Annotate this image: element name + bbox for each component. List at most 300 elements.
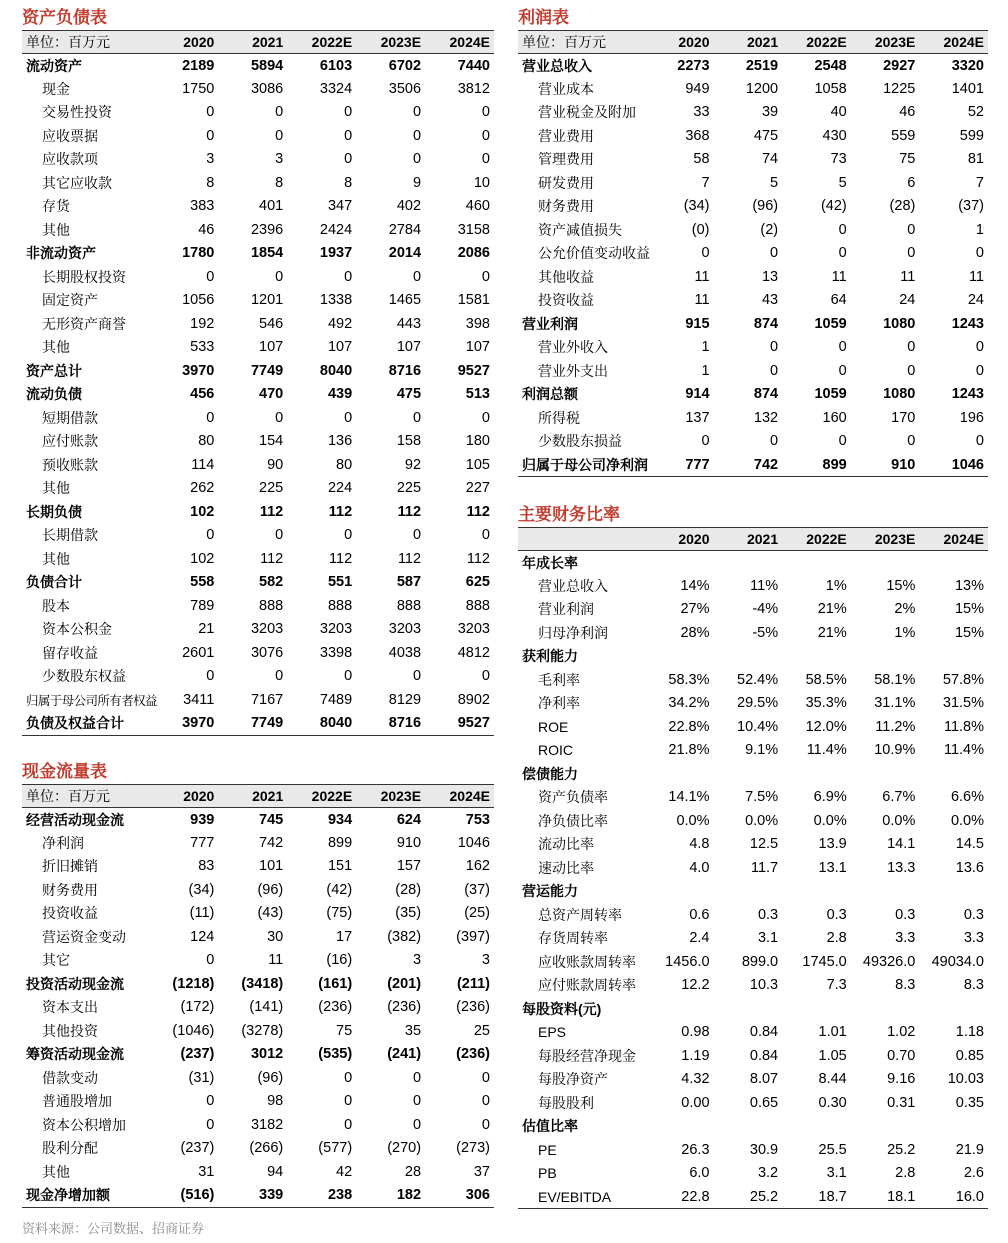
value-cell: 0: [206, 127, 215, 144]
row-label: 每股经营净现金: [538, 1047, 636, 1064]
table-row: [22, 949, 494, 973]
value-cell: 0.31: [887, 1094, 916, 1111]
year-header: 2024E: [943, 531, 984, 547]
table-row: [518, 598, 988, 622]
row-label: 其他: [42, 480, 70, 497]
value-cell: 443: [396, 315, 422, 332]
value-cell: 888: [465, 597, 490, 614]
value-cell: 98: [267, 1093, 284, 1110]
value-cell: 1456.0: [665, 953, 710, 970]
table-row: [518, 551, 988, 575]
row-label: 其它: [42, 952, 70, 969]
value-cell: (16): [326, 952, 353, 969]
value-cell: 0.0%: [882, 812, 916, 829]
value-cell: [782, 551, 851, 575]
value-cell: 46: [198, 221, 215, 238]
table-row: [22, 925, 494, 949]
value-cell: 0.6: [689, 906, 710, 923]
value-cell: 170: [891, 409, 916, 426]
table-row: [518, 927, 988, 951]
value-cell: 470: [259, 386, 284, 403]
value-cell: (236): [387, 999, 422, 1016]
value-cell: 157: [396, 858, 422, 875]
value-cell: 3012: [250, 1046, 284, 1063]
value-cell: 13.6: [955, 859, 984, 876]
value-cell: (161): [318, 975, 353, 992]
value-cell: 13%: [954, 577, 984, 594]
value-cell: (1046): [172, 1022, 215, 1039]
value-cell: 24: [967, 292, 984, 309]
value-cell: 1056: [182, 292, 215, 309]
table-row: [518, 1138, 988, 1162]
header-row: [22, 785, 494, 808]
year-header: 2023E: [380, 788, 422, 804]
value-cell: 0: [481, 127, 490, 144]
value-cell: 0: [344, 151, 353, 168]
row-label: 预收账款: [42, 456, 98, 473]
value-cell: 383: [190, 198, 215, 215]
table-row: [22, 453, 494, 477]
year-header: 2024E: [449, 788, 490, 804]
unit-label: [518, 528, 645, 551]
value-cell: [851, 997, 920, 1021]
row-label: 现金: [42, 80, 70, 97]
row-label: 负债及权益合计: [22, 712, 149, 736]
value-cell: [714, 1115, 783, 1139]
value-cell: 2396: [250, 221, 284, 238]
ratios-title: 主要财务比率: [518, 505, 620, 524]
table-row: [22, 688, 494, 712]
value-cell: (42): [820, 198, 847, 215]
table-row: [22, 171, 494, 195]
value-cell: 599: [959, 127, 984, 144]
table-row: [518, 621, 988, 645]
row-label: 应收账款周转率: [538, 953, 636, 970]
value-cell: 2%: [894, 601, 916, 618]
table-row: [518, 1091, 988, 1115]
value-cell: 456: [190, 386, 215, 403]
value-cell: (201): [387, 975, 422, 992]
value-cell: 3.1: [757, 930, 779, 947]
table-row: [22, 618, 494, 642]
value-cell: 888: [327, 597, 353, 614]
value-cell: 1080: [883, 386, 916, 403]
value-cell: 5: [838, 174, 847, 191]
table-row: [22, 855, 494, 879]
table-row: [22, 831, 494, 855]
table-row: [22, 359, 494, 383]
value-cell: 225: [396, 480, 422, 497]
value-cell: 4.0: [689, 859, 710, 876]
table-row: [22, 101, 494, 125]
value-cell: 899.0: [741, 953, 779, 970]
value-cell: [714, 880, 783, 904]
value-cell: 934: [327, 811, 353, 828]
value-cell: 3411: [183, 691, 215, 708]
value-cell: 6: [907, 174, 916, 191]
value-cell: 94: [267, 1163, 284, 1180]
table-row: [22, 124, 494, 148]
value-cell: 0: [275, 104, 284, 121]
row-label: ROE: [538, 718, 569, 735]
table-row: [22, 312, 494, 336]
value-cell: 0: [275, 527, 284, 544]
table-row: [22, 336, 494, 360]
value-cell: 1338: [319, 292, 353, 309]
value-cell: 6103: [319, 57, 353, 74]
table-row: [518, 903, 988, 927]
unit-label: 单位：百万元: [522, 34, 606, 50]
value-cell: [714, 551, 783, 575]
row-label: 长期负债: [26, 503, 82, 520]
value-cell: 777: [645, 453, 714, 477]
row-label: 其他: [42, 550, 70, 567]
value-cell: 899: [327, 834, 353, 851]
value-cell: 10.4%: [737, 718, 779, 735]
value-cell: 30.9: [749, 1141, 779, 1158]
row-label: 营业外支出: [538, 362, 608, 379]
value-cell: 0: [412, 1093, 422, 1110]
value-cell: [782, 1115, 851, 1139]
value-cell: 80: [198, 433, 215, 450]
row-label: 每股资料(元): [522, 1000, 602, 1017]
year-header: 2020: [183, 788, 215, 804]
value-cell: 0: [770, 245, 779, 262]
value-cell: 132: [753, 409, 779, 426]
table-row: [518, 1044, 988, 1068]
value-cell: 182: [356, 1184, 425, 1208]
value-cell: 80: [336, 456, 353, 473]
value-cell: 12.0%: [805, 718, 847, 735]
value-cell: 2189: [182, 57, 215, 74]
row-label: 财务费用: [42, 881, 98, 898]
value-cell: 3.3: [895, 930, 916, 947]
value-cell: (382): [387, 928, 422, 945]
value-cell: (236): [456, 1046, 490, 1063]
table-row: [518, 171, 988, 195]
value-cell: 0: [838, 221, 847, 238]
table-row: [518, 809, 988, 833]
value-cell: 14.1%: [668, 789, 710, 806]
value-cell: 225: [259, 480, 284, 497]
value-cell: -4%: [752, 601, 779, 618]
value-cell: 339: [218, 1184, 287, 1208]
row-label: 其他: [42, 339, 70, 356]
value-cell: 0: [975, 433, 984, 450]
value-cell: 112: [329, 550, 353, 567]
value-cell: [851, 762, 920, 786]
value-cell: 9.16: [887, 1071, 916, 1088]
row-label: 存货周转率: [538, 930, 608, 947]
value-cell: 1%: [825, 577, 847, 594]
row-label: 短期借款: [42, 409, 98, 426]
value-cell: 21.9: [955, 1141, 984, 1158]
value-cell: 475: [753, 127, 779, 144]
value-cell: 73: [830, 151, 847, 168]
value-cell: 3.1: [826, 1165, 847, 1182]
value-cell: 0: [975, 362, 984, 379]
value-cell: (43): [257, 905, 284, 922]
value-cell: 0: [907, 245, 916, 262]
table-row: [518, 833, 988, 857]
value-cell: 0: [975, 339, 984, 356]
value-cell: (96): [257, 1069, 284, 1086]
value-cell: 58: [693, 151, 710, 168]
value-cell: (236): [318, 999, 353, 1016]
value-cell: 11: [831, 268, 847, 285]
table-row: [22, 594, 494, 618]
value-cell: 21.8%: [668, 742, 710, 759]
value-cell: 0: [412, 1116, 422, 1133]
row-label: 其他收益: [538, 268, 594, 285]
row-label: 少数股东权益: [42, 668, 126, 685]
value-cell: 136: [327, 433, 353, 450]
value-cell: [919, 551, 988, 575]
value-cell: 6702: [388, 57, 422, 74]
row-label: 营业成本: [538, 80, 594, 97]
value-cell: (37): [958, 198, 984, 215]
value-cell: 31: [198, 1163, 215, 1180]
value-cell: (516): [149, 1184, 218, 1208]
value-cell: 0: [481, 104, 490, 121]
value-cell: 0: [275, 668, 284, 685]
value-cell: 39: [761, 104, 779, 121]
table-row: [22, 878, 494, 902]
value-cell: 112: [397, 503, 422, 520]
value-cell: 0: [481, 1116, 490, 1133]
row-label: 流动负债: [26, 386, 82, 403]
row-label: 流动资产: [26, 57, 82, 74]
value-cell: [645, 880, 714, 904]
value-cell: 0.3: [895, 906, 916, 923]
value-cell: 0: [838, 433, 847, 450]
value-cell: 742: [259, 834, 284, 851]
value-cell: 92: [404, 456, 422, 473]
value-cell: 0.65: [749, 1094, 779, 1111]
value-cell: 2.8: [895, 1165, 916, 1182]
value-cell: 7489: [319, 691, 353, 708]
table-row: [518, 692, 988, 716]
value-cell: 112: [260, 550, 284, 567]
value-cell: 0: [206, 952, 215, 969]
value-cell: 7.3: [826, 977, 847, 994]
table-row: [22, 808, 494, 832]
value-cell: 1.05: [818, 1047, 847, 1064]
row-label: 投资收益: [42, 905, 98, 922]
table-row: [22, 195, 494, 219]
row-label: 负债合计: [26, 574, 82, 591]
value-cell: 112: [466, 550, 490, 567]
row-label: 投资活动现金流: [26, 975, 124, 992]
value-cell: 0: [412, 151, 422, 168]
value-cell: 0: [206, 1116, 215, 1133]
value-cell: 30: [267, 928, 284, 945]
value-cell: 15%: [886, 577, 916, 594]
table-row: [22, 641, 494, 665]
value-cell: 101: [259, 858, 284, 875]
row-label: 应付账款: [42, 433, 98, 450]
value-cell: 1059: [814, 315, 847, 332]
value-cell: 0: [412, 104, 422, 121]
table-row: [22, 477, 494, 501]
value-cell: 551: [327, 574, 353, 591]
value-cell: 0: [206, 104, 215, 121]
value-cell: 107: [396, 339, 422, 356]
row-label: 偿债能力: [522, 765, 578, 782]
value-cell: 2014: [388, 245, 422, 262]
value-cell: 2086: [457, 245, 490, 262]
year-header: 2023E: [380, 34, 422, 50]
cash-flow-table: [22, 784, 494, 1208]
year-header: 2024E: [943, 34, 984, 50]
value-cell: 1: [975, 221, 984, 238]
value-cell: (237): [180, 1046, 215, 1063]
value-cell: 0.0%: [745, 812, 779, 829]
value-cell: 34.2%: [668, 695, 710, 712]
value-cell: 2519: [745, 57, 779, 74]
value-cell: [645, 645, 714, 669]
value-cell: 874: [753, 386, 779, 403]
value-cell: (535): [318, 1046, 353, 1063]
value-cell: (31): [188, 1069, 215, 1086]
value-cell: 402: [396, 198, 422, 215]
row-label: 营业利润: [522, 315, 578, 332]
value-cell: 112: [259, 503, 284, 520]
value-cell: [714, 645, 783, 669]
value-cell: 3812: [457, 80, 490, 97]
value-cell: 0: [838, 245, 847, 262]
year-header: 2022E: [311, 34, 353, 50]
value-cell: 949: [685, 80, 710, 97]
cash-flow-panel: [22, 760, 494, 1208]
value-cell: 3: [275, 151, 284, 168]
row-label: 无形资产商誉: [42, 315, 126, 332]
row-label: 筹资活动现金流: [26, 1046, 124, 1063]
value-cell: 8: [275, 174, 284, 191]
value-cell: 13.1: [818, 859, 847, 876]
value-cell: 13.3: [887, 859, 916, 876]
value-cell: 112: [466, 503, 490, 520]
value-cell: [851, 1115, 920, 1139]
value-cell: 2927: [883, 57, 916, 74]
row-label: 股本: [42, 597, 70, 614]
value-cell: 11: [268, 952, 284, 969]
value-cell: 742: [714, 453, 783, 477]
row-label: 每股净资产: [538, 1071, 608, 1088]
table-row: [518, 195, 988, 219]
table-row: [518, 453, 988, 477]
value-cell: (172): [180, 999, 215, 1016]
value-cell: 90: [267, 456, 284, 473]
value-cell: 0: [412, 1069, 422, 1086]
value-cell: 107: [259, 339, 284, 356]
value-cell: 0: [412, 268, 422, 285]
table-row: [518, 739, 988, 763]
value-cell: 17: [336, 928, 353, 945]
value-cell: 8: [344, 174, 353, 191]
table-row: [518, 645, 988, 669]
value-cell: 57.8%: [942, 671, 984, 688]
value-cell: (2): [760, 221, 779, 238]
row-label: ROIC: [538, 742, 573, 759]
value-cell: 0: [481, 409, 490, 426]
value-cell: 475: [396, 386, 422, 403]
value-cell: 874: [753, 315, 779, 332]
table-row: [22, 500, 494, 524]
value-cell: (75): [326, 905, 353, 922]
table-row: [518, 974, 988, 998]
income-statement-table: [518, 30, 988, 477]
value-cell: 107: [327, 339, 353, 356]
value-cell: 2548: [814, 57, 847, 74]
table-row: [22, 218, 494, 242]
year-header: 2023E: [874, 34, 916, 50]
value-cell: 11: [900, 268, 916, 285]
value-cell: 114: [191, 456, 215, 473]
value-cell: 196: [959, 409, 984, 426]
value-cell: 11.7: [750, 859, 779, 876]
value-cell: 3.2: [757, 1165, 779, 1182]
row-label: 经营活动现金流: [26, 811, 124, 828]
value-cell: 513: [465, 386, 490, 403]
table-row: [518, 715, 988, 739]
value-cell: 8040: [287, 712, 356, 736]
value-cell: 29.5%: [737, 695, 779, 712]
table-row: [518, 762, 988, 786]
year-header: 2023E: [874, 531, 916, 547]
table-row: [22, 902, 494, 926]
table-row: [518, 668, 988, 692]
value-cell: 6.6%: [950, 789, 984, 806]
value-cell: 1046: [457, 834, 490, 851]
table-row: [22, 547, 494, 571]
value-cell: 8.3: [963, 977, 984, 994]
value-cell: 888: [259, 597, 284, 614]
value-cell: 3324: [319, 80, 353, 97]
value-cell: [919, 880, 988, 904]
year-header: 2024E: [449, 34, 490, 50]
value-cell: 3: [206, 151, 215, 168]
value-cell: (11): [189, 905, 215, 922]
value-cell: 0: [481, 1093, 490, 1110]
value-cell: 180: [465, 433, 490, 450]
value-cell: 0: [838, 362, 847, 379]
row-label: 现金净增加额: [22, 1184, 149, 1208]
value-cell: 25: [473, 1022, 490, 1039]
value-cell: 15%: [954, 601, 984, 618]
row-label: 净利润: [42, 834, 84, 851]
value-cell: 112: [397, 550, 422, 567]
value-cell: 4038: [388, 644, 422, 661]
value-cell: 46: [899, 104, 916, 121]
year-header: 2022E: [806, 531, 847, 547]
value-cell: 10.9%: [874, 742, 916, 759]
value-cell: 27%: [680, 601, 710, 618]
value-cell: 3970: [149, 712, 218, 736]
value-cell: [645, 1115, 714, 1139]
value-cell: 28%: [680, 624, 710, 641]
value-cell: 13.9: [818, 836, 847, 853]
row-label: 资本支出: [42, 999, 98, 1016]
value-cell: 0: [701, 245, 710, 262]
value-cell: (577): [318, 1140, 353, 1157]
value-cell: 0.00: [681, 1094, 710, 1111]
value-cell: 26.3: [681, 1141, 710, 1158]
value-cell: [714, 997, 783, 1021]
table-row: [518, 124, 988, 148]
header-row: [22, 31, 494, 54]
value-cell: 0: [481, 1069, 490, 1086]
